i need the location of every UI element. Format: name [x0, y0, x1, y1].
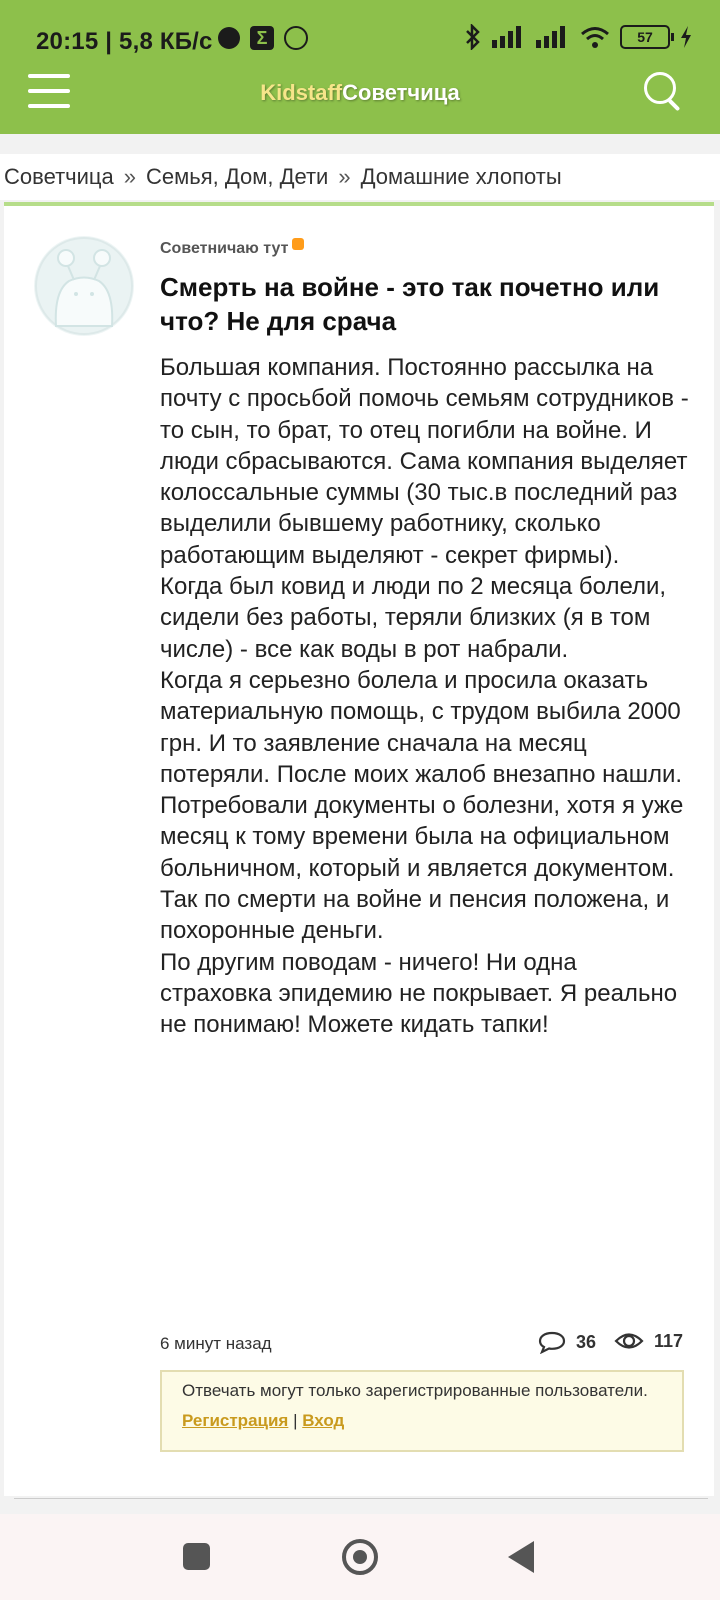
post-paragraph: Так по смерти на войне и пенсия положена, и похоронные деньги.: [160, 886, 670, 945]
signal-icon: [492, 26, 526, 48]
comments-count[interactable]: [538, 1330, 596, 1354]
login-notice: [160, 1370, 684, 1452]
wifi-icon: [580, 26, 610, 48]
register-link[interactable]: Регистрация: [182, 1411, 289, 1430]
recent-apps-icon[interactable]: [183, 1543, 210, 1570]
signal-2-icon: [536, 26, 570, 48]
notification-app-icon: [218, 27, 240, 49]
notice-text: Отвечать могут только зарегистрированные пользователи.: [182, 1381, 648, 1400]
eye-icon: [614, 1330, 644, 1352]
bluetooth-icon: [464, 24, 482, 50]
post-author[interactable]: [160, 240, 304, 258]
post-body: [160, 352, 692, 1041]
login-link[interactable]: Вход: [302, 1411, 345, 1430]
post-time: 6 минут назад: [160, 1334, 272, 1353]
post-meta: [160, 1330, 690, 1360]
author-name: Советничаю тут: [160, 240, 289, 257]
app-header: [0, 80, 720, 134]
logo-section: Советчица: [342, 80, 460, 105]
home-icon[interactable]: [342, 1539, 378, 1575]
breadcrumb-item-family[interactable]: Семья, Дом, Дети: [145, 164, 329, 189]
breadcrumb-item-household[interactable]: Домашние хлопоты: [360, 164, 562, 189]
notification-sigma-icon: Σ: [250, 26, 274, 50]
status-bar: [0, 0, 720, 80]
status-icons-right: [464, 24, 692, 50]
breadcrumb-separator: »: [123, 164, 136, 189]
logo-brand: Kidstaff: [260, 80, 343, 105]
post-paragraph: Большая компания. Постоянно рассылка на почту с просьбой помочь семьям сотрудников - то сын, то брат, то отец погибли на войне. И люди сбрасываются. Сама компания выделяет колоссальные суммы (30 тыс.в последний раз выделили бывшему работнику, сколько работающим выделяют - секрет фирмы).: [160, 354, 689, 569]
breadcrumb: [0, 154, 720, 200]
post-title: Смерть на войне - это так почетно или что? Не для срача: [160, 272, 660, 336]
post-card: [4, 202, 714, 1496]
comments-value: 36: [576, 1331, 597, 1352]
divider: [14, 1498, 708, 1499]
post-paragraph: По другим поводам - ничего! Ни одна страховка эпидемию не покрывает. Я реально не понимаю! Можете кидать тапки!: [160, 948, 678, 1039]
avatar-placeholder-icon: [34, 236, 134, 336]
post-paragraph: Когда был ковид и люди по 2 месяца болели, сидели без работы, теряли близких (я в том числе) - все как воды в рот набрали.: [160, 573, 667, 663]
views-count: [614, 1330, 683, 1352]
top-bar: [0, 0, 720, 134]
back-icon[interactable]: [508, 1541, 534, 1573]
post-paragraph: Когда я серьезно болела и просила оказать материальную помощь, с трудом выбила 2000 грн. И то заявление сначала на месяц потеряли. После моих жалоб внезапно нашли. Потребовали документы о болезни, хотя я уже месяц к тому времени была на официальном больничном, который и является документом.: [160, 666, 684, 882]
notification-ring-icon: [284, 26, 308, 50]
notice-divider: |: [293, 1411, 298, 1430]
comment-icon: [538, 1330, 566, 1354]
breadcrumb-item-sovetchitsa[interactable]: Советчица: [4, 164, 114, 189]
views-value: 117: [654, 1330, 684, 1351]
system-nav-bar: [0, 1514, 720, 1600]
avatar[interactable]: [34, 236, 134, 336]
status-time: 20:15 | 5,8 КБ/с: [36, 28, 213, 55]
author-status-icon: [292, 238, 304, 250]
charging-icon: [680, 26, 692, 48]
site-logo[interactable]: [0, 80, 720, 106]
breadcrumb-separator: »: [338, 164, 351, 189]
search-icon[interactable]: [642, 70, 682, 110]
status-icons-left: [218, 26, 308, 50]
battery-icon: 57: [620, 25, 670, 49]
